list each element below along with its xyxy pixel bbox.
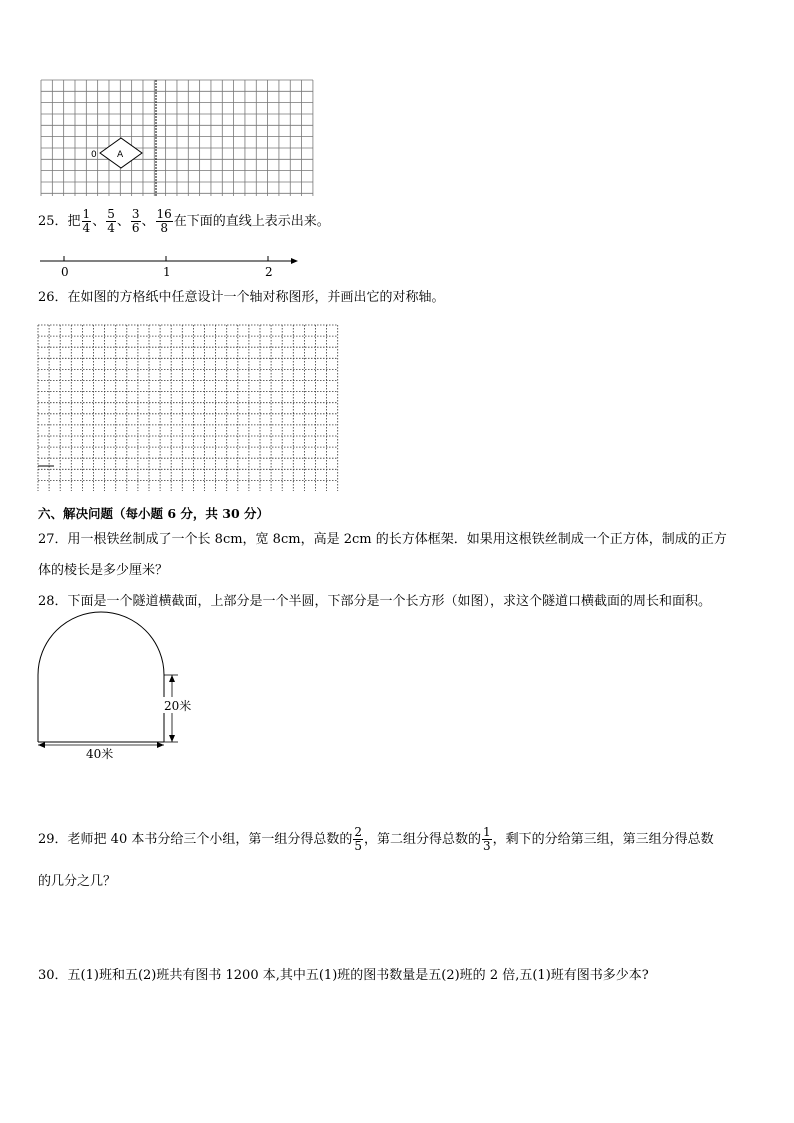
q25-fraction-4: $\frac{16}{8}$ [156, 207, 172, 235]
q29-part3: ，剩下的分给第三组，第三组分得总数 [492, 832, 714, 847]
tick-label-0: 0 [61, 265, 69, 279]
q25-fraction-1: $\frac{1}{4}$ [82, 207, 91, 235]
tunnel-cross-section [0, 600, 260, 770]
question-27-line1: 27．用一根铁丝制成了一个长 8cm，宽 8cm，高是 2cm 的长方体框架．如果用这根铁丝制成一个正方体，制成的正方 [38, 532, 727, 547]
q25-suffix: 在下面的直线上表示出来。 [173, 214, 330, 229]
tick-label-1: 1 [163, 265, 171, 279]
question-27-line2: 体的棱长是多少厘米？ [38, 563, 169, 578]
q25-fraction-3: $\frac{3}{6}$ [131, 207, 140, 235]
question-26: 26．在如图的方格纸中任意设计一个轴对称图形，并画出它的对称轴。 [38, 290, 445, 305]
tunnel-outline [38, 612, 164, 742]
width-label: 40米 [86, 747, 114, 761]
q29-fraction-1: $\frac{2}{5}$ [354, 825, 362, 853]
grid1-zero-label: 0 [91, 150, 97, 160]
q29-part1: 29．老师把 40 本书分给三个小组，第一组分得总数的 [38, 832, 353, 847]
grid2-lines [38, 325, 338, 491]
section-6-title: 六、解决问题（每小题 6 分，共 30 分） [38, 506, 270, 521]
question-29-line2: 的几分之几？ [38, 874, 117, 889]
q25-sep: 、 [92, 214, 106, 229]
question-28: 28．下面是一个隧道横截面，上部分是一个半圆，下部分是一个长方形（如图），求这个隧道口横截面的周长和面积。 [38, 594, 712, 609]
q25-sep: 、 [116, 214, 130, 229]
q25-fraction-2: $\frac{5}{4}$ [107, 207, 115, 235]
q29-fraction-2: $\frac{1}{3}$ [483, 825, 491, 853]
q29-part2: ，第二组分得总数的 [364, 832, 482, 847]
shape-a-label: A [117, 150, 124, 160]
tick-label-2: 2 [265, 265, 273, 279]
question-30: 30．五(1)班和五(2)班共有图书 1200 本,其中五(1)班的图书数量是五(2)班的 2 倍,五(1)班有图书多少本? [38, 968, 649, 983]
q25-sep: 、 [141, 214, 155, 229]
height-label: 20米 [164, 699, 192, 713]
q25-prefix: 25．把 [38, 214, 81, 229]
dotted-grid-paper [0, 0, 794, 500]
question-29 [38, 826, 714, 853]
